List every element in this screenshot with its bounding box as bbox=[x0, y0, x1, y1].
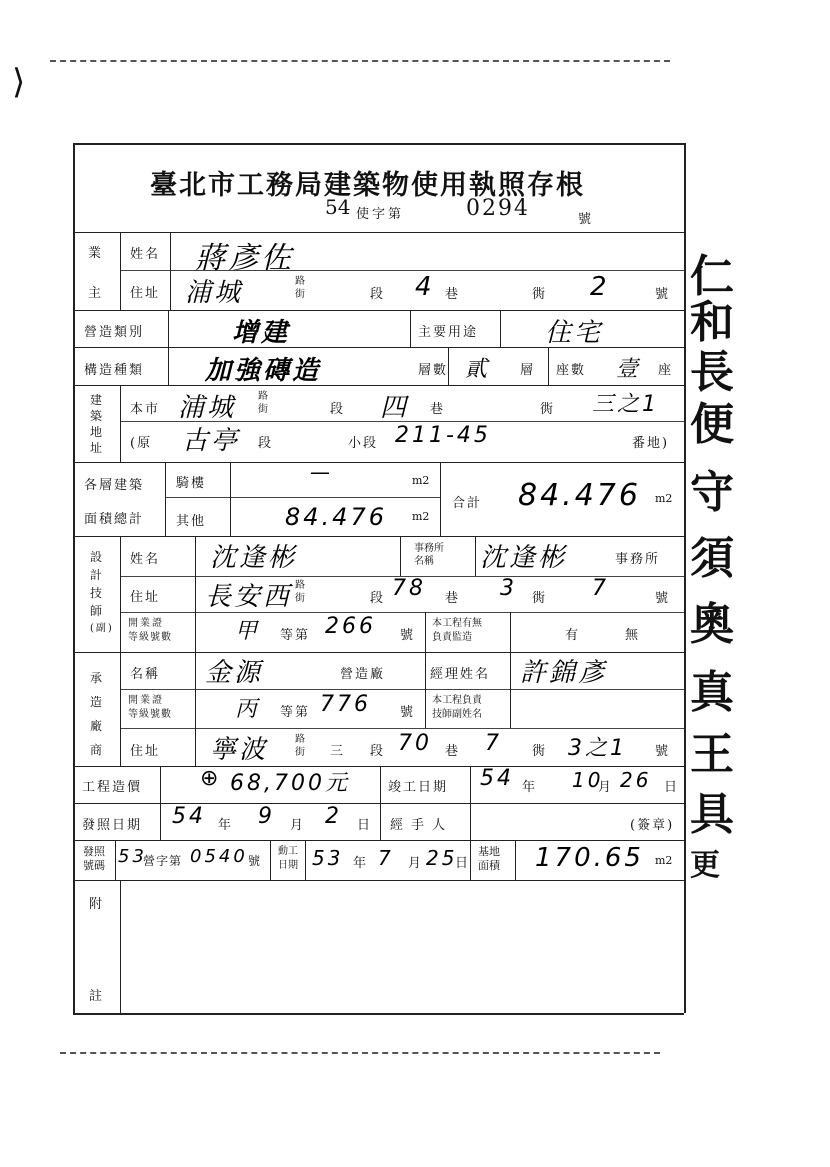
margin-char-3: 長 bbox=[690, 347, 734, 398]
contractor-alley: 7 bbox=[485, 731, 502, 756]
contractor-lane: 70 bbox=[398, 731, 432, 756]
buildings-label: 座數 bbox=[556, 363, 587, 378]
permit-no: 0540 bbox=[190, 846, 248, 867]
main-use-value: 住宅 bbox=[545, 318, 604, 348]
issue-date-label: 發照日期 bbox=[82, 818, 143, 833]
license-word: 使字第 bbox=[356, 207, 405, 222]
designer-group-label: 設 計 技 師 (副) bbox=[90, 550, 114, 634]
site-street-label: 街 bbox=[258, 404, 268, 415]
cost-label: 工程造價 bbox=[82, 780, 143, 795]
main-use-label: 主要用途 bbox=[418, 325, 479, 340]
designer-cert-grade: 甲 bbox=[235, 619, 261, 644]
complete-day-label: 日 bbox=[664, 780, 680, 795]
owner-group-label-1: 業 bbox=[88, 246, 104, 261]
site-number: 三之1 bbox=[592, 392, 659, 417]
site-road-label: 路 bbox=[258, 391, 268, 402]
contractor-alley-label: 衖 bbox=[532, 744, 548, 759]
site-lot-label: 番地) bbox=[632, 436, 670, 451]
permit-word: 營字第 bbox=[143, 854, 183, 868]
site-city-label: 本市 bbox=[130, 402, 161, 417]
cost-value: 68,700元 bbox=[230, 771, 350, 796]
contractor-cert-no: 776 bbox=[320, 692, 371, 717]
contractor-name-label: 名稱 bbox=[130, 667, 161, 682]
owner-lane: 4 bbox=[415, 272, 435, 302]
start-day-label: 日 bbox=[455, 856, 471, 871]
contractor-road-label: 路 bbox=[295, 734, 305, 745]
contractor-number: 3之1 bbox=[568, 736, 627, 761]
arcade-label: 騎樓 bbox=[176, 476, 207, 491]
owner-street-label: 街 bbox=[295, 289, 305, 300]
issue-month: 9 bbox=[258, 804, 275, 829]
designer-office-suffix: 事務所 bbox=[615, 552, 661, 567]
margin-char-7: 奧 bbox=[690, 599, 734, 650]
owner-alley-label: 衖 bbox=[532, 287, 548, 302]
owner-road-label: 路 bbox=[295, 276, 305, 287]
structure-value: 加強磚造 bbox=[205, 356, 322, 386]
site-area-value: 170.65 bbox=[535, 843, 644, 873]
complete-month: 10 bbox=[572, 768, 604, 792]
construction-type-value: 增建 bbox=[232, 318, 291, 348]
area-label-top: 各層建築 bbox=[84, 478, 145, 493]
contractor-cert-label-top: 開業證 bbox=[128, 695, 164, 706]
other-value: 84.476 bbox=[285, 503, 387, 531]
site-old-label: (原 bbox=[130, 436, 153, 451]
site-lot: 211-45 bbox=[395, 423, 491, 448]
designer-cert-word: 等第 bbox=[280, 628, 311, 643]
start-year: 53 bbox=[312, 846, 344, 870]
contractor-name: 金源 bbox=[205, 658, 264, 688]
area-label-bottom: 面積總計 bbox=[84, 512, 145, 527]
buildings-value: 壹 bbox=[616, 357, 642, 382]
owner-section-label: 段 bbox=[370, 287, 386, 302]
site-area-label-bottom: 面積 bbox=[478, 859, 500, 872]
complete-year: 54 bbox=[480, 766, 514, 791]
site-area-label-top: 基地 bbox=[478, 845, 500, 858]
license-suffix: 號 bbox=[578, 212, 592, 227]
complete-month-label: 月 bbox=[598, 780, 614, 795]
designer-lane: 78 bbox=[392, 576, 426, 601]
floors-unit: 層 bbox=[520, 363, 536, 378]
complete-day: 26 bbox=[620, 768, 652, 792]
total-value: 84.476 bbox=[518, 478, 641, 513]
notes-label-top: 附 bbox=[89, 897, 105, 912]
notes-label-bottom: 註 bbox=[89, 989, 105, 1004]
designer-lane-label: 巷 bbox=[445, 591, 461, 606]
floors-value: 貳 bbox=[465, 357, 491, 382]
structure-label: 構造種類 bbox=[84, 363, 145, 378]
contractor-street-label: 街 bbox=[295, 747, 305, 758]
margin-char-8: 真 bbox=[690, 667, 734, 718]
supervise-has: 有 bbox=[565, 628, 581, 643]
contractor-section: 三 bbox=[330, 744, 346, 759]
corner-mark: ⟩ bbox=[12, 62, 26, 102]
designer-alley: 3 bbox=[500, 576, 517, 601]
designer-alley-label: 衖 bbox=[532, 591, 548, 606]
site-old-section-label: 段 bbox=[258, 436, 274, 451]
license-year: 54 bbox=[325, 195, 351, 219]
owner-number-label: 號 bbox=[655, 287, 671, 302]
tech-label-bottom: 技師副姓名 bbox=[432, 709, 482, 720]
site-group-label: 建 築 地 址 bbox=[90, 393, 105, 455]
manager-name: 許錦彥 bbox=[520, 658, 608, 688]
designer-office-label-top: 事務所 bbox=[414, 543, 444, 554]
construction-type-label: 營造類別 bbox=[84, 325, 145, 340]
designer-address-road: 長安西 bbox=[205, 582, 293, 612]
owner-name: 蔣彥佐 bbox=[195, 241, 294, 276]
designer-road-label: 路 bbox=[295, 580, 305, 591]
start-label-bottom: 日期 bbox=[278, 860, 298, 871]
designer-number-label: 號 bbox=[655, 591, 671, 606]
complete-year-label: 年 bbox=[522, 780, 538, 795]
site-lane-label: 巷 bbox=[430, 402, 446, 417]
handler-label: 經手人 bbox=[390, 818, 454, 833]
contractor-cert-word: 等第 bbox=[280, 705, 311, 720]
contractor-cert-grade: 丙 bbox=[235, 697, 261, 722]
supervise-label-top: 本工程有無 bbox=[432, 618, 482, 629]
site-area-unit: m2 bbox=[655, 854, 673, 867]
cost-prefix: ⊕ bbox=[200, 766, 222, 791]
margin-char-6: 須 bbox=[690, 533, 734, 584]
other-label: 其他 bbox=[176, 514, 207, 529]
owner-address-road: 浦城 bbox=[185, 278, 244, 308]
form-title: 臺北市工務局建築物使用執照存根 bbox=[150, 170, 585, 201]
owner-name-label: 姓名 bbox=[130, 247, 161, 262]
contractor-address-road: 寧波 bbox=[210, 735, 269, 765]
issue-day-label: 日 bbox=[357, 818, 373, 833]
arcade-value: — bbox=[310, 460, 333, 484]
supervise-label-bottom: 負責監造 bbox=[432, 632, 472, 643]
site-old-district: 古亭 bbox=[182, 426, 241, 456]
contractor-address-label: 住址 bbox=[130, 744, 161, 759]
start-month-label: 月 bbox=[408, 856, 424, 871]
start-year-label: 年 bbox=[353, 856, 369, 871]
designer-cert-no: 266 bbox=[325, 614, 376, 639]
site-alley-label: 衖 bbox=[540, 402, 556, 417]
start-day: 25 bbox=[426, 846, 458, 870]
margin-char-5: 守 bbox=[690, 467, 734, 518]
margin-char-1: 仁 bbox=[690, 251, 734, 302]
issue-day: 2 bbox=[325, 804, 342, 829]
owner-number: 2 bbox=[590, 272, 610, 302]
permit-label-top: 發照 bbox=[83, 845, 105, 858]
start-label-top: 動工 bbox=[278, 846, 298, 857]
margin-char-9: 王 bbox=[690, 729, 734, 780]
contractor-number-label: 號 bbox=[655, 744, 671, 759]
designer-cert-suffix: 號 bbox=[400, 628, 416, 643]
contractor-cert-label-bottom: 等級號數 bbox=[128, 709, 172, 720]
designer-name-label: 姓名 bbox=[130, 552, 161, 567]
owner-group-label-2: 主 bbox=[88, 286, 104, 301]
manager-label: 經理姓名 bbox=[430, 667, 491, 682]
issue-year: 54 bbox=[172, 804, 206, 829]
contractor-name-suffix: 營造廠 bbox=[340, 667, 386, 682]
permit-year: 53 bbox=[118, 846, 147, 867]
license-number: 0294 bbox=[466, 196, 530, 221]
permit-label-bottom: 號碼 bbox=[83, 859, 105, 872]
designer-office-name: 沈逢彬 bbox=[480, 543, 568, 573]
buildings-unit: 座 bbox=[658, 363, 674, 378]
sign-label: (簽章) bbox=[630, 818, 675, 833]
site-subsection-label: 小段 bbox=[348, 436, 379, 451]
issue-month-label: 月 bbox=[290, 818, 306, 833]
owner-address-label: 住址 bbox=[130, 286, 161, 301]
contractor-lane-label: 巷 bbox=[445, 744, 461, 759]
start-month: 7 bbox=[378, 846, 394, 870]
owner-lane-label: 巷 bbox=[445, 287, 461, 302]
contractor-group-label: 承 造 廠 商 bbox=[90, 671, 105, 757]
contractor-cert-suffix: 號 bbox=[400, 705, 416, 720]
margin-char-4: 便 bbox=[690, 399, 734, 450]
arcade-unit: m2 bbox=[412, 474, 430, 487]
margin-text bbox=[690, 240, 830, 900]
designer-cert-label-bottom: 等級號數 bbox=[128, 632, 172, 643]
designer-street-label: 街 bbox=[295, 593, 305, 604]
site-road: 浦城 bbox=[178, 393, 237, 423]
total-unit: m2 bbox=[655, 492, 673, 505]
contractor-section-label: 段 bbox=[370, 744, 386, 759]
supervise-none: 無 bbox=[625, 628, 641, 643]
designer-section-label: 段 bbox=[370, 591, 386, 606]
tech-label-top: 本工程負責 bbox=[432, 695, 482, 706]
permit-suffix: 號 bbox=[248, 854, 263, 868]
designer-cert-label-top: 開業證 bbox=[128, 618, 164, 629]
other-unit: m2 bbox=[412, 510, 430, 523]
issue-year-label: 年 bbox=[218, 818, 234, 833]
site-section-label: 段 bbox=[330, 402, 346, 417]
designer-name: 沈逢彬 bbox=[210, 543, 298, 573]
designer-address-label: 住址 bbox=[130, 590, 161, 605]
site-lane: 四 bbox=[380, 393, 410, 423]
complete-label: 竣工日期 bbox=[388, 780, 449, 795]
designer-number: 7 bbox=[592, 576, 609, 601]
total-label: 合計 bbox=[452, 496, 483, 511]
designer-office-label-bottom: 名稱 bbox=[414, 556, 434, 567]
margin-char-11: 更 bbox=[690, 848, 720, 883]
margin-char-10: 具 bbox=[690, 789, 734, 840]
floors-label: 層數 bbox=[418, 363, 449, 378]
margin-char-2: 和 bbox=[690, 297, 734, 348]
